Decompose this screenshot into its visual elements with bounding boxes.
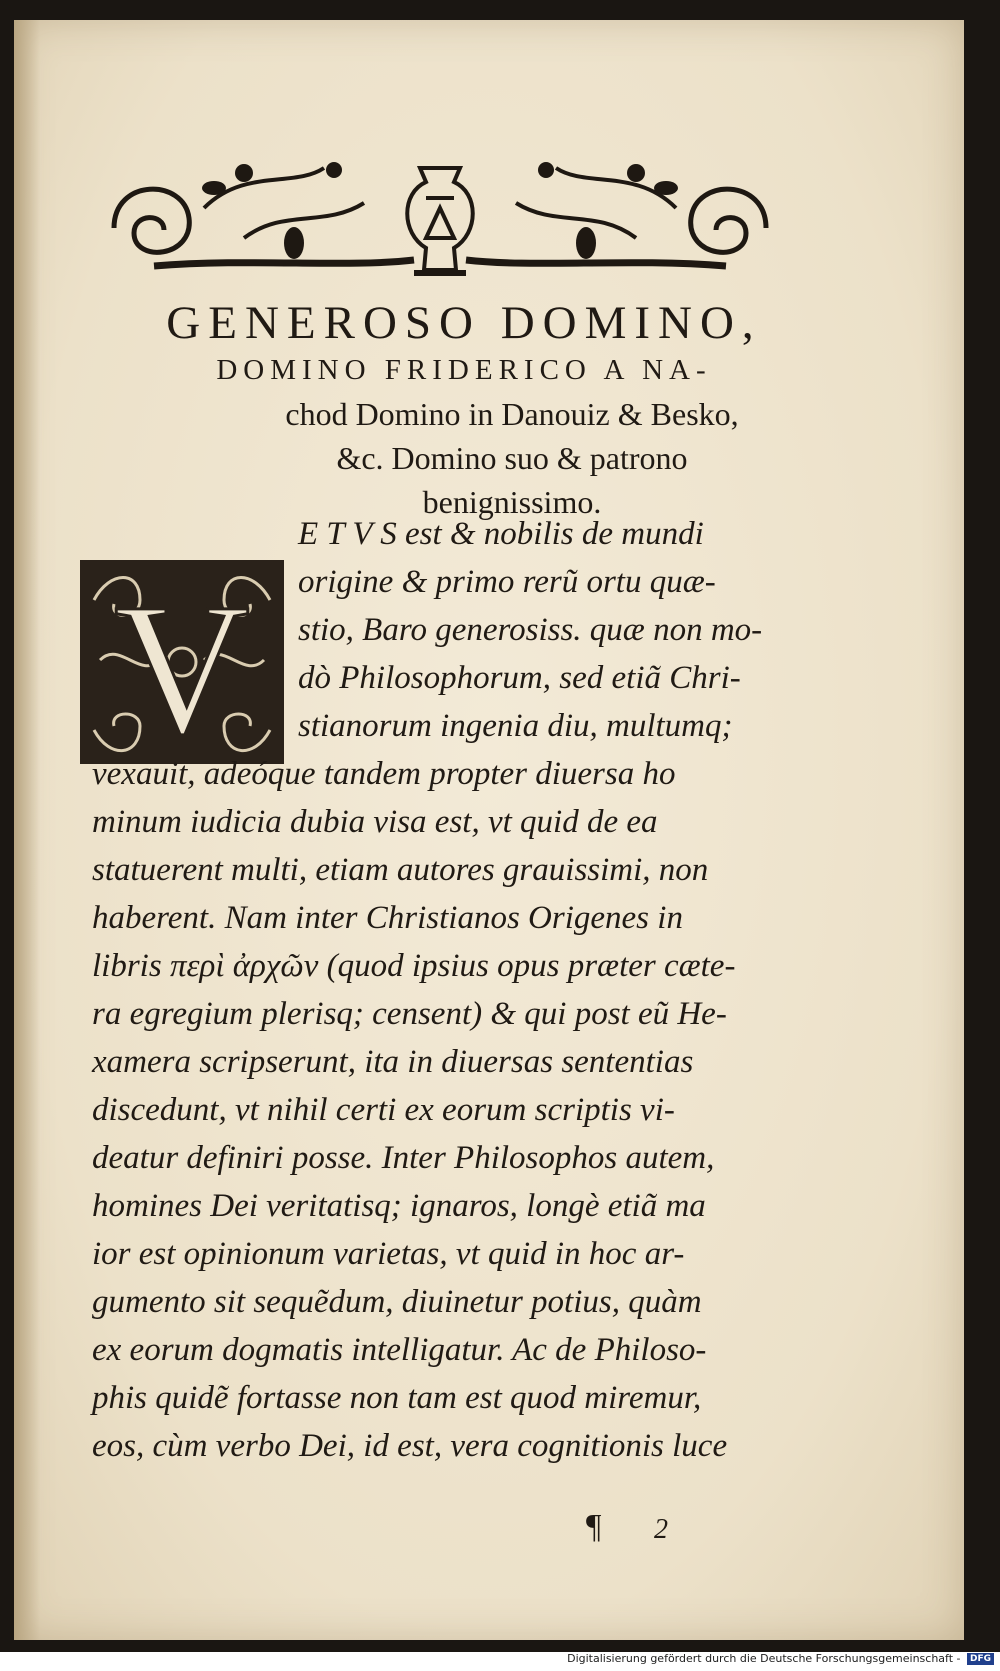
body-line: ior est opinionum varietas, vt quid in hoc ar- [92,1236,685,1272]
catchword-pilcrow: ¶ [586,1508,602,1545]
body-main-block [92,750,832,1470]
body-line: stio, Baro generosiss. quæ non mo- [298,612,763,648]
body-line: dò Philosophorum, sed etiã Chri- [298,660,741,696]
dedication-heading-line-2: DOMINO FRIDERICO A NA- [216,354,712,386]
body-line: xamera scripserunt, ita in diuersas sententias [92,1044,694,1080]
body-line: ex eorum dogmatis intelligatur. Ac de Philoso- [92,1332,707,1368]
dedication-heading-line-3: chod Domino in Danouiz & Besko, [285,396,739,432]
body-line: gumento sit sequẽdum, diuinetur potius, quàm [92,1284,702,1320]
body-line: deatur definiri posse. Inter Philosophos autem, [92,1140,715,1176]
decorated-initial-letter: V [114,564,250,764]
decorated-initial [80,560,284,764]
body-line: stianorum ingenia diu, multumq; [298,708,733,744]
body-line: vexauit, adeóque tandem propter diuersa ho [92,756,676,792]
body-line: homines Dei veritatisq; ignaros, longè etiã ma [92,1188,706,1224]
dedication-heading-line-4: &c. Domino suo & patrono [336,440,688,476]
dedication-heading-line-5: benignissimo. [422,484,602,520]
headpiece-ornament [94,148,786,288]
body-indented-block [298,510,818,750]
book-page [14,20,964,1640]
digitization-footer [567,1652,994,1665]
body-line: origine & primo rerũ ortu quæ- [298,564,716,600]
footer-text: Digitalisierung gefördert durch die Deutsche Forschungsgemeinschaft - [567,1652,961,1665]
body-line: statuerent multi, etiam autores grauissimi, non [92,852,709,888]
dfg-logo-badge: DFG [967,1653,994,1665]
body-line: ra egregium plerisq; censent) & qui post eũ He- [92,996,727,1032]
body-line: phis quidẽ fortasse non tam est quod miremur, [92,1380,702,1416]
dedication-heading-line-1: GENEROSO DOMINO, [166,297,762,349]
body-line: eos, cùm verbo Dei, id est, vera cognitionis luce [92,1428,728,1464]
signature-mark: 2 [654,1514,668,1545]
body-line: E T V S est & nobilis de mundi [298,516,704,552]
body-line: minum iudicia dubia visa est, vt quid de ea [92,804,658,840]
body-line: libris περὶ ἀρχῶν (quod ipsius opus præter cæte- [92,948,736,984]
body-line: discedunt, vt nihil certi ex eorum scriptis vi- [92,1092,675,1128]
page-gutter-shadow [14,20,40,1640]
body-line: haberent. Nam inter Christianos Origenes in [92,900,683,936]
